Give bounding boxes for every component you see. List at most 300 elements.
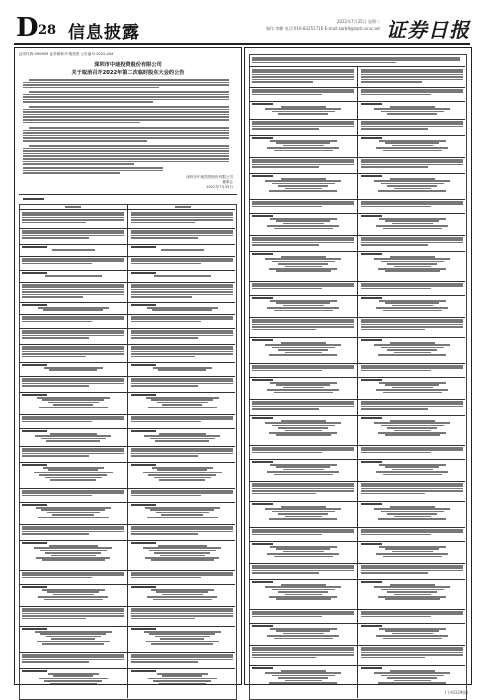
text-line: [381, 183, 444, 185]
text-line: [131, 337, 198, 339]
text-line: [22, 260, 124, 262]
text-line: [22, 661, 89, 663]
text-line: [37, 641, 110, 643]
text-line: [23, 148, 229, 150]
text-line: [278, 591, 328, 593]
table-row-rule: [19, 446, 235, 447]
text-line: [159, 683, 206, 685]
text-line: [270, 546, 337, 548]
text-line: [361, 321, 463, 323]
text-line: [281, 584, 326, 586]
text-line: [252, 94, 322, 96]
text-line: [252, 570, 354, 572]
text-line: [162, 594, 203, 596]
text-line: [252, 403, 354, 405]
text-line: [252, 370, 322, 372]
text-line: [34, 547, 112, 549]
text-line: [270, 628, 337, 630]
text-line: [131, 294, 233, 296]
text-line: [131, 380, 233, 382]
text-line: [361, 370, 431, 372]
text-line: [22, 504, 47, 506]
text-line: [22, 418, 124, 420]
announcement-meta: 证券代码:000609 证券简称:中迪投资 公告编号:2022-044: [19, 52, 114, 56]
text-line: [131, 394, 156, 396]
text-line: [378, 268, 446, 270]
text-line: [394, 430, 431, 432]
text-line: [361, 667, 382, 669]
text-line: [385, 302, 439, 304]
text-line: [361, 417, 382, 419]
table-row-rule: [19, 488, 235, 489]
text-line: [361, 367, 463, 369]
text-line: [270, 218, 337, 220]
text-line: [252, 166, 319, 168]
text-line: [278, 263, 328, 265]
text-line: [131, 577, 201, 579]
text-line: [252, 572, 319, 574]
text-line: [22, 380, 124, 382]
text-line: [272, 511, 335, 513]
text-line: [252, 69, 354, 71]
text-line: [38, 517, 109, 519]
text-line: [361, 647, 463, 649]
text-line: [361, 76, 463, 78]
text-line: [285, 430, 322, 432]
text-line: [361, 611, 463, 613]
text-line: [131, 230, 233, 232]
text-line: [267, 389, 339, 391]
text-line: [269, 596, 337, 598]
text-line: [381, 111, 444, 113]
text-line: [46, 636, 101, 638]
text-line: [252, 321, 354, 323]
text-line: [361, 164, 463, 166]
table-row-rule: [249, 173, 465, 174]
text-line: [162, 404, 202, 406]
text-line: [131, 421, 201, 423]
text-line: [157, 402, 208, 404]
text-line: [22, 656, 124, 658]
text-line: [283, 633, 324, 635]
text-line: [274, 638, 333, 640]
text-line: [131, 448, 233, 450]
text-line: [156, 512, 209, 514]
text-line: [361, 488, 463, 490]
table-row-rule: [19, 362, 235, 363]
text-line: [22, 615, 124, 617]
text-line: [361, 319, 463, 321]
text-line: [361, 159, 463, 161]
page-letter: D: [16, 13, 39, 43]
text-line: [252, 128, 319, 130]
table-row-rule: [249, 609, 465, 610]
page-number: 28: [38, 23, 57, 38]
table-row-rule: [249, 87, 465, 88]
text-line: [361, 543, 382, 545]
text-line: [376, 147, 448, 149]
text-line: [23, 163, 134, 165]
table-row-rule: [249, 579, 465, 580]
text-line: [147, 596, 217, 598]
text-line: [281, 256, 326, 258]
left-column: [14, 47, 242, 685]
text-line: [252, 288, 322, 290]
text-line: [278, 349, 328, 351]
table-divider: [357, 66, 358, 698]
text-line: [374, 108, 450, 110]
text-line: [276, 302, 330, 304]
text-line: [374, 258, 450, 260]
text-line: [361, 490, 463, 492]
text-line: [131, 356, 195, 358]
text-line: [252, 329, 316, 331]
text-line: [394, 266, 431, 268]
text-line: [153, 599, 212, 601]
text-line: [131, 618, 195, 620]
text-line: [361, 94, 431, 96]
text-line: [149, 633, 215, 635]
text-line: [361, 339, 382, 341]
text-line: [22, 237, 89, 239]
text-line: [252, 244, 319, 246]
text-line: [252, 616, 322, 618]
text-line: [378, 682, 446, 684]
text-line: [252, 567, 354, 569]
table-header-rule: [19, 209, 235, 210]
text-line: [22, 346, 124, 348]
text-line: [131, 353, 233, 355]
table-row-rule: [19, 256, 235, 257]
text-line: [379, 382, 446, 384]
text-line: [274, 556, 333, 558]
table-row-rule: [249, 541, 465, 542]
text-line: [283, 551, 324, 553]
text-line: [22, 577, 92, 579]
contact-line: 制作:李鹏 电话:010-83251716 E-mail:zqrb9@zqrb.sina.net: [265, 26, 380, 31]
text-line: [22, 495, 92, 497]
text-line: [45, 552, 101, 554]
text-line: [252, 452, 322, 454]
text-line: [361, 406, 463, 408]
text-line: [46, 440, 100, 442]
text-line: [272, 347, 335, 349]
text-line: [276, 466, 330, 468]
text-line: [131, 628, 156, 630]
text-line: [252, 667, 273, 669]
text-line: [385, 466, 439, 468]
text-line: [361, 449, 463, 451]
text-line: [381, 675, 444, 677]
text-line: [278, 427, 328, 429]
text-line: [379, 140, 446, 142]
text-line: [252, 297, 273, 299]
text-line: [131, 385, 198, 387]
text-line: [131, 304, 156, 306]
text-line: [45, 275, 102, 277]
text-line: [23, 140, 147, 142]
text-line: [131, 613, 233, 615]
text-line: [252, 103, 273, 105]
text-line: [131, 661, 198, 663]
text-line: [379, 464, 446, 466]
table-row-rule: [19, 540, 235, 541]
table-row-rule: [249, 101, 465, 102]
text-line: [131, 528, 233, 530]
text-line: [131, 237, 198, 239]
text-line: [252, 79, 354, 81]
text-line: [361, 237, 463, 239]
text-line: [48, 673, 99, 675]
text-line: [252, 164, 354, 166]
text-line: [22, 286, 124, 288]
text-line: [252, 159, 354, 161]
text-line: [131, 263, 201, 265]
text-line: [285, 594, 322, 596]
text-line: [23, 99, 229, 101]
text-line: [131, 416, 233, 418]
text-line: [23, 94, 229, 96]
text-line: [38, 596, 108, 598]
text-line: [281, 506, 326, 508]
text-line: [361, 565, 463, 567]
table-row-rule: [249, 459, 465, 460]
text-line: [392, 223, 433, 225]
text-line: [276, 598, 331, 600]
text-line: [361, 570, 463, 572]
text-line: [22, 542, 47, 544]
text-line: [390, 178, 435, 180]
text-line: [361, 244, 428, 246]
text-line: [22, 618, 86, 620]
text-line: [252, 379, 273, 381]
text-line: [361, 166, 428, 168]
text-line: [22, 586, 47, 588]
text-line: [385, 220, 439, 222]
text-line: [278, 185, 328, 187]
text-line: [22, 659, 124, 661]
text-line: [361, 69, 463, 71]
text-line: [23, 111, 229, 113]
text-line: [148, 678, 217, 680]
text-line: [374, 672, 450, 674]
text-line: [22, 448, 124, 450]
text-line: [390, 256, 435, 258]
text-line: [158, 545, 207, 547]
text-line: [131, 258, 233, 260]
text-line: [252, 649, 354, 651]
text-line: [22, 294, 124, 296]
text-line: [160, 638, 204, 640]
text-line: [381, 261, 444, 263]
text-line: [42, 559, 105, 561]
text-line: [23, 122, 140, 124]
text-line: [283, 145, 324, 147]
text-line: [252, 74, 354, 76]
text-line: [43, 467, 104, 469]
text-line: [29, 145, 229, 147]
text-line: [392, 551, 433, 553]
text-line: [252, 447, 354, 449]
text-line: [383, 638, 442, 640]
text-line: [361, 531, 463, 533]
text-line: [22, 572, 124, 574]
table-row-rule: [249, 199, 465, 200]
text-line: [22, 430, 47, 432]
text-line: [48, 402, 99, 404]
text-line: [156, 591, 208, 593]
text-line: [151, 643, 213, 645]
text-line: [390, 342, 435, 344]
text-line: [145, 507, 220, 509]
text-line: [131, 217, 233, 219]
text-line: [22, 464, 47, 466]
text-line: [22, 670, 47, 672]
text-line: [154, 275, 211, 277]
section-divider: [19, 194, 237, 195]
text-line: [45, 477, 102, 479]
text-line: [265, 508, 341, 510]
text-line: [381, 589, 444, 591]
table-row-rule: [19, 570, 235, 571]
text-line: [285, 188, 322, 190]
table-row-rule: [19, 584, 235, 585]
text-line: [252, 89, 354, 91]
text-line: [131, 289, 233, 291]
announcement-title: 关于取消召开2022年第二次临时股东大会的公告: [71, 70, 185, 76]
text-line: [270, 382, 337, 384]
text-line: [145, 557, 219, 559]
text-line: [276, 384, 330, 386]
text-line: [267, 147, 339, 149]
text-line: [378, 596, 446, 598]
text-line: [22, 321, 92, 323]
text-line: [143, 472, 222, 474]
text-line: [22, 492, 124, 494]
text-line: [22, 455, 89, 457]
text-line: [252, 401, 354, 403]
text-line: [385, 598, 440, 600]
text-line: [131, 615, 233, 617]
text-line: [131, 490, 233, 492]
table-row-rule: [19, 376, 235, 377]
text-line: [361, 329, 425, 331]
text-line: [392, 305, 433, 307]
text-line: [252, 339, 273, 341]
text-line: [252, 123, 354, 125]
text-line: [390, 584, 435, 586]
text-line: [252, 652, 354, 654]
text-line: [252, 175, 273, 177]
text-line: [252, 137, 273, 139]
text-line: [252, 285, 354, 287]
text-line: [22, 628, 47, 630]
text-line: [361, 401, 463, 403]
text-line: [265, 258, 341, 260]
text-line: [361, 206, 431, 208]
table-row-rule: [249, 317, 465, 318]
text-line: [387, 185, 437, 187]
text-line: [162, 675, 202, 677]
text-line: [47, 512, 100, 514]
text-line: [387, 677, 437, 679]
text-line: [281, 670, 326, 672]
text-line: [22, 263, 92, 265]
text-line: [149, 550, 216, 552]
right-column: [244, 47, 472, 685]
text-line: [22, 490, 124, 492]
text-line: [252, 324, 354, 326]
table-row-rule: [19, 524, 235, 525]
text-line: [361, 379, 382, 381]
text-line: [387, 513, 437, 515]
text-line: [131, 330, 233, 332]
text-line: [131, 418, 233, 420]
text-line: [35, 435, 111, 437]
table-row-rule: [19, 502, 235, 503]
text-line: [47, 591, 99, 593]
text-line: [361, 126, 463, 128]
text-line: [267, 553, 339, 555]
text-line: [274, 228, 333, 230]
text-line: [278, 513, 328, 515]
text-line: [270, 140, 337, 142]
table-row-rule: [19, 270, 235, 271]
text-line: [278, 113, 328, 115]
text-line: [29, 91, 229, 93]
text-line: [252, 319, 354, 321]
table-header: [175, 206, 191, 208]
text-line: [378, 518, 446, 520]
text-line: [392, 145, 433, 147]
text-line: [22, 421, 92, 423]
text-line: [131, 364, 156, 366]
text-line: [379, 300, 446, 302]
text-line: [131, 272, 156, 274]
text-line: [39, 407, 108, 409]
table-row-rule: [249, 665, 465, 666]
text-line: [131, 296, 192, 298]
text-line: [131, 378, 233, 380]
text-line: [387, 591, 437, 593]
text-line: [252, 161, 354, 163]
text-line: [154, 477, 211, 479]
text-line: [252, 283, 354, 285]
text-line: [159, 479, 205, 481]
text-line: [276, 142, 330, 144]
text-line: [131, 246, 156, 248]
text-line: [283, 387, 324, 389]
text-line: [374, 508, 450, 510]
text-line: [22, 348, 124, 350]
text-line: [131, 219, 233, 221]
signoff-company: 深圳市中迪投资股份有限公司: [186, 175, 233, 179]
text-line: [23, 132, 229, 134]
text-line: [50, 433, 97, 435]
table-row-rule: [19, 314, 235, 315]
text-line: [272, 261, 335, 263]
text-line: [158, 369, 206, 371]
text-line: [361, 365, 463, 367]
text-line: [361, 71, 463, 73]
text-line: [131, 450, 233, 452]
text-line: [278, 677, 328, 679]
text-line: [361, 201, 463, 203]
table-row-rule: [19, 228, 235, 229]
text-line: [22, 394, 47, 396]
text-line: [157, 469, 207, 471]
text-line: [23, 153, 229, 155]
